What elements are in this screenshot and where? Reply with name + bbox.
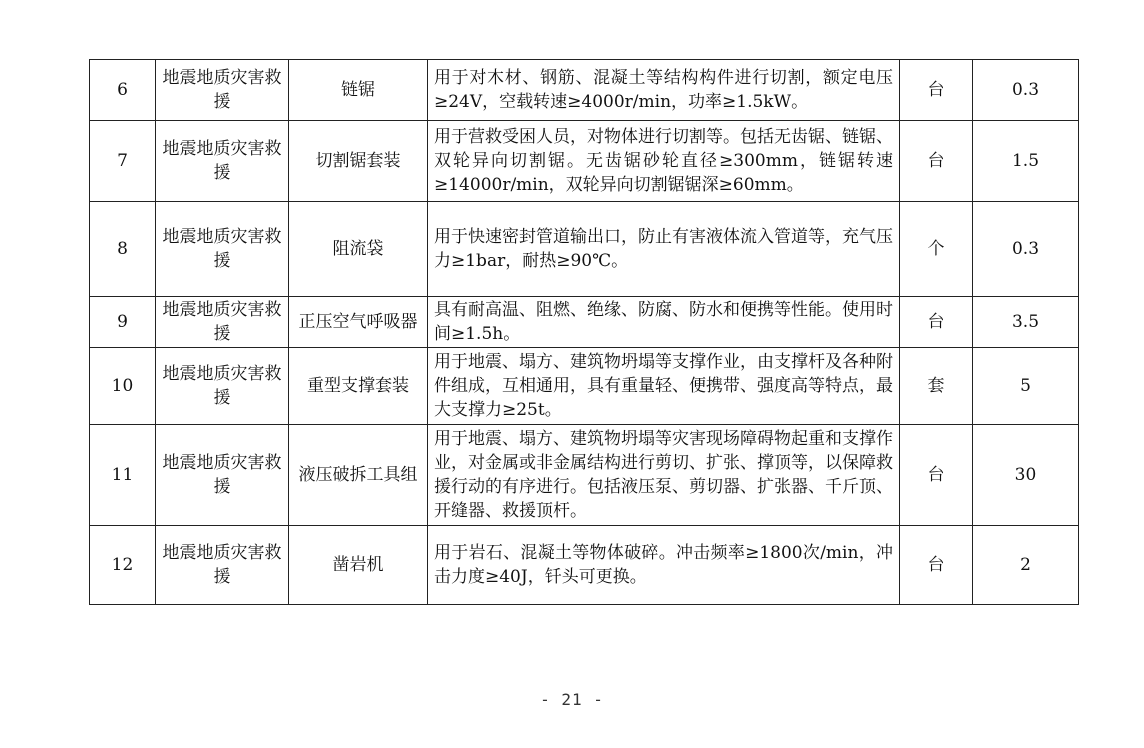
row-unit: 个 xyxy=(900,202,973,297)
row-description: 具有耐高温、阻燃、绝缘、防腐、防水和便携等性能。使用时间≥1.5h。 xyxy=(428,297,900,348)
row-number: 8 xyxy=(90,202,156,297)
row-category: 地震地质灾害救援 xyxy=(156,348,289,425)
row-quantity: 2 xyxy=(973,526,1079,605)
row-quantity: 1.5 xyxy=(973,121,1079,202)
row-equipment-name: 阻流袋 xyxy=(289,202,428,297)
row-equipment-name: 液压破拆工具组 xyxy=(289,425,428,526)
row-number: 9 xyxy=(90,297,156,348)
equipment-table-section xyxy=(89,59,1078,605)
row-description: 用于对木材、钢筋、混凝土等结构构件进行切割，额定电压≥24V，空载转速≥4000r/min，功率≥1.5kW。 xyxy=(428,60,900,121)
row-equipment-name: 切割锯套装 xyxy=(289,121,428,202)
row-number: 6 xyxy=(90,60,156,121)
row-number: 11 xyxy=(90,425,156,526)
table-row xyxy=(90,297,1079,348)
row-equipment-name: 重型支撑套装 xyxy=(289,348,428,425)
table-row xyxy=(90,60,1079,121)
table-row xyxy=(90,121,1079,202)
equipment-table xyxy=(89,59,1079,605)
row-category: 地震地质灾害救援 xyxy=(156,425,289,526)
row-equipment-name: 凿岩机 xyxy=(289,526,428,605)
row-description: 用于地震、塌方、建筑物坍塌等灾害现场障碍物起重和支撑作业，对金属或非金属结构进行剪切、扩张、撑顶等，以保障救援行动的有序进行。包括液压泵、剪切器、扩张器、千斤顶、开缝器、救援顶杆。 xyxy=(428,425,900,526)
page-number: - 21 - xyxy=(540,690,604,709)
table-row xyxy=(90,526,1079,605)
row-quantity: 5 xyxy=(973,348,1079,425)
row-category: 地震地质灾害救援 xyxy=(156,526,289,605)
row-quantity: 0.3 xyxy=(973,60,1079,121)
row-description: 用于营救受困人员，对物体进行切割等。包括无齿锯、链锯、双轮异向切割锯。无齿锯砂轮直径≥300mm，链锯转速≥14000r/min，双轮异向切割锯锯深≥60mm。 xyxy=(428,121,900,202)
row-category: 地震地质灾害救援 xyxy=(156,60,289,121)
row-unit: 台 xyxy=(900,425,973,526)
row-category: 地震地质灾害救援 xyxy=(156,121,289,202)
row-equipment-name: 链锯 xyxy=(289,60,428,121)
row-unit: 台 xyxy=(900,297,973,348)
row-category: 地震地质灾害救援 xyxy=(156,202,289,297)
row-unit: 套 xyxy=(900,348,973,425)
row-unit: 台 xyxy=(900,526,973,605)
row-description: 用于快速密封管道输出口，防止有害液体流入管道等，充气压力≥1bar，耐热≥90℃。 xyxy=(428,202,900,297)
row-unit: 台 xyxy=(900,60,973,121)
table-row xyxy=(90,202,1079,297)
table-row xyxy=(90,348,1079,425)
row-description: 用于岩石、混凝土等物体破碎。冲击频率≥1800次/min，冲击力度≥40J，钎头可更换。 xyxy=(428,526,900,605)
row-number: 7 xyxy=(90,121,156,202)
row-quantity: 30 xyxy=(973,425,1079,526)
table-row xyxy=(90,425,1079,526)
row-number: 12 xyxy=(90,526,156,605)
row-unit: 台 xyxy=(900,121,973,202)
row-quantity: 0.3 xyxy=(973,202,1079,297)
row-equipment-name: 正压空气呼吸器 xyxy=(289,297,428,348)
row-description: 用于地震、塌方、建筑物坍塌等支撑作业，由支撑杆及各种附件组成，互相通用，具有重量轻、便携带、强度高等特点，最大支撑力≥25t。 xyxy=(428,348,900,425)
row-category: 地震地质灾害救援 xyxy=(156,297,289,348)
row-quantity: 3.5 xyxy=(973,297,1079,348)
row-number: 10 xyxy=(90,348,156,425)
